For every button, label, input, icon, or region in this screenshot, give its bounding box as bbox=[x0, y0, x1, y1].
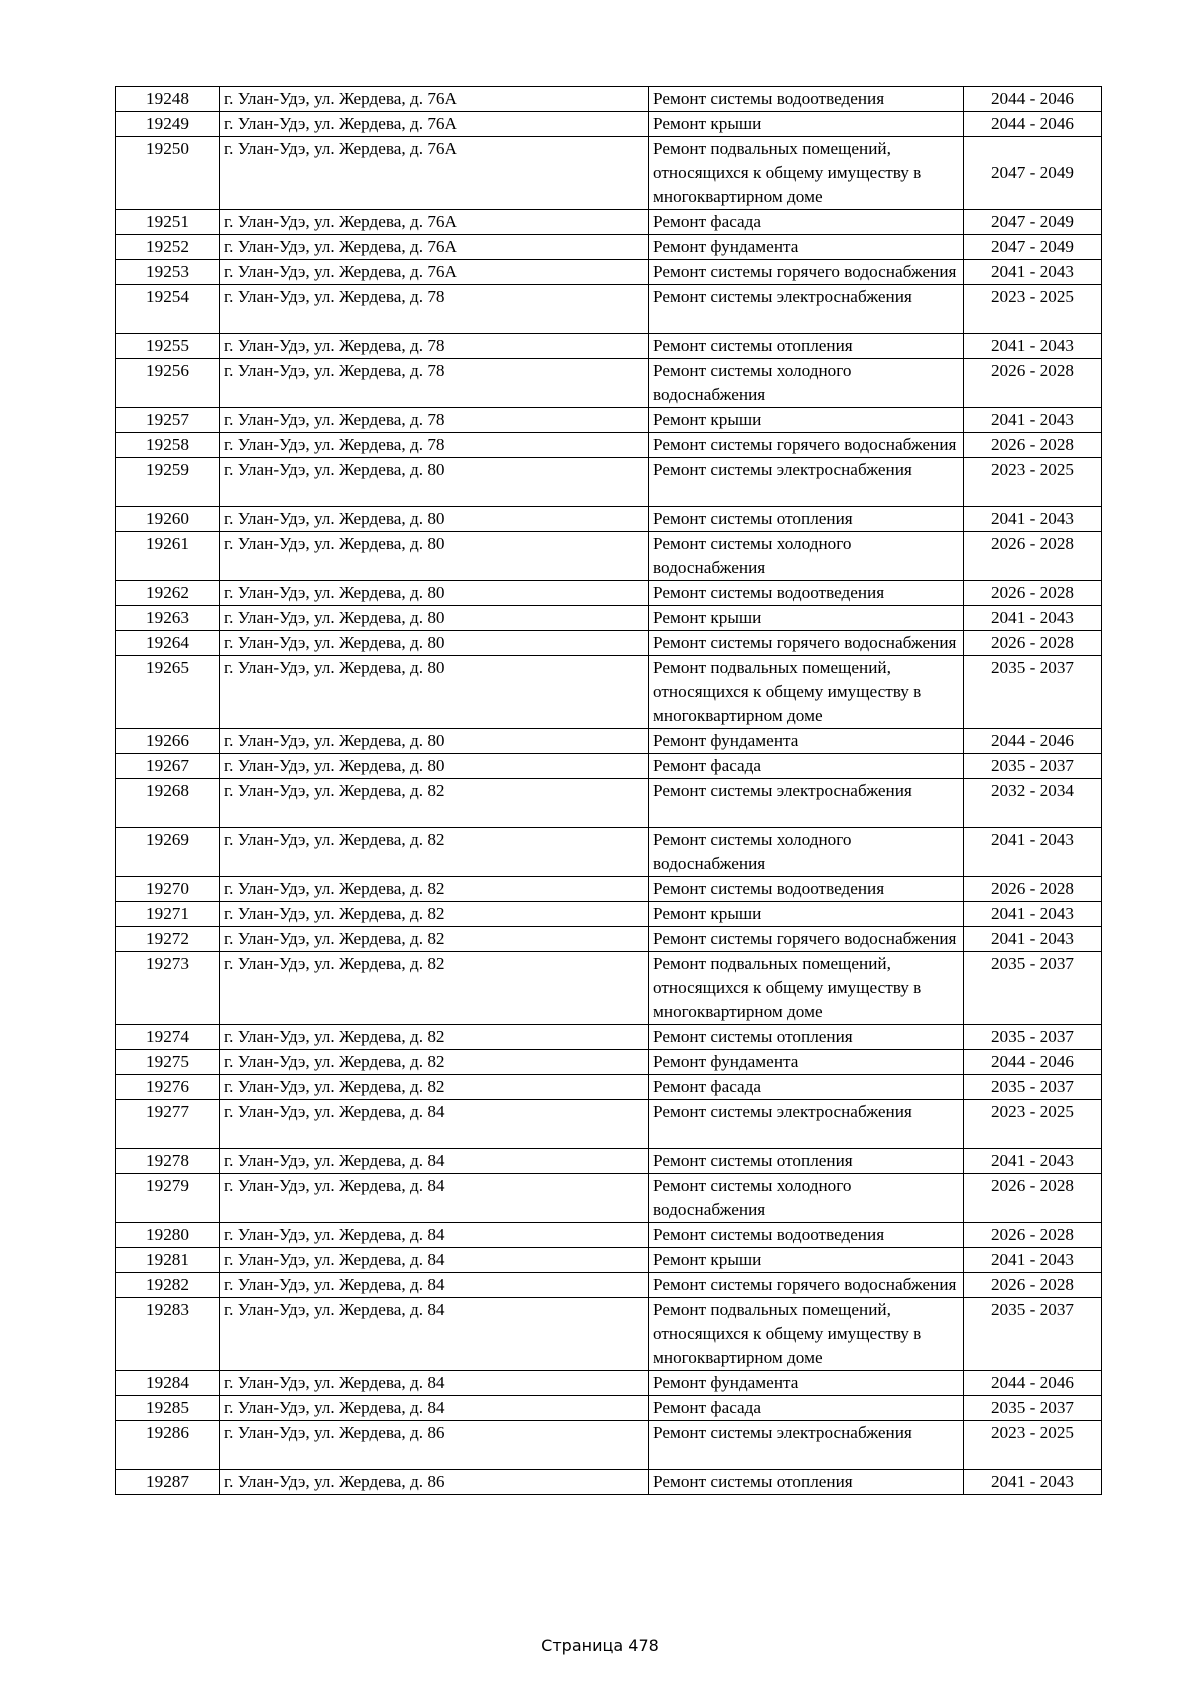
work-type-cell: Ремонт системы холодного водоснабжения bbox=[649, 1174, 964, 1223]
address-cell: г. Улан-Удэ, ул. Жердева, д. 80 bbox=[220, 754, 649, 779]
address-cell: г. Улан-Удэ, ул. Жердева, д. 82 bbox=[220, 1025, 649, 1050]
period-cell: 2047 - 2049 bbox=[964, 210, 1102, 235]
row-number-cell: 19260 bbox=[116, 507, 220, 532]
work-type-cell: Ремонт системы электроснабжения bbox=[649, 1100, 964, 1149]
address-cell: г. Улан-Удэ, ул. Жердева, д. 82 bbox=[220, 927, 649, 952]
address-cell: г. Улан-Удэ, ул. Жердева, д. 80 bbox=[220, 631, 649, 656]
period-cell: 2041 - 2043 bbox=[964, 1248, 1102, 1273]
period-cell: 2026 - 2028 bbox=[964, 1174, 1102, 1223]
table-row bbox=[116, 112, 1102, 137]
period-cell: 2035 - 2037 bbox=[964, 952, 1102, 1025]
row-number-cell: 19278 bbox=[116, 1149, 220, 1174]
table-row bbox=[116, 1100, 1102, 1149]
address-cell: г. Улан-Удэ, ул. Жердева, д. 76А bbox=[220, 112, 649, 137]
work-type-cell: Ремонт фундамента bbox=[649, 235, 964, 260]
work-type-cell: Ремонт системы горячего водоснабжения bbox=[649, 1273, 964, 1298]
period-cell: 2035 - 2037 bbox=[964, 656, 1102, 729]
row-number-cell: 19281 bbox=[116, 1248, 220, 1273]
period-cell: 2044 - 2046 bbox=[964, 112, 1102, 137]
table-row bbox=[116, 1273, 1102, 1298]
address-cell: г. Улан-Удэ, ул. Жердева, д. 78 bbox=[220, 408, 649, 433]
work-type-cell: Ремонт подвальных помещений, относящихся к общему имуществу в многоквартирном доме bbox=[649, 137, 964, 210]
address-cell: г. Улан-Удэ, ул. Жердева, д. 84 bbox=[220, 1273, 649, 1298]
work-type-cell: Ремонт системы отопления bbox=[649, 507, 964, 532]
work-type-cell: Ремонт системы отопления bbox=[649, 1470, 964, 1495]
period-cell: 2047 - 2049 bbox=[964, 137, 1102, 210]
period-cell: 2026 - 2028 bbox=[964, 1273, 1102, 1298]
work-type-cell: Ремонт системы холодного водоснабжения bbox=[649, 359, 964, 408]
table-row bbox=[116, 137, 1102, 210]
work-type-cell: Ремонт системы водоотведения bbox=[649, 581, 964, 606]
row-number-cell: 19248 bbox=[116, 87, 220, 112]
address-cell: г. Улан-Удэ, ул. Жердева, д. 80 bbox=[220, 458, 649, 507]
row-number-cell: 19264 bbox=[116, 631, 220, 656]
work-type-cell: Ремонт крыши bbox=[649, 902, 964, 927]
address-cell: г. Улан-Удэ, ул. Жердева, д. 82 bbox=[220, 1075, 649, 1100]
row-number-cell: 19251 bbox=[116, 210, 220, 235]
period-cell: 2044 - 2046 bbox=[964, 729, 1102, 754]
period-cell: 2041 - 2043 bbox=[964, 902, 1102, 927]
page-number: Страница 478 bbox=[541, 1636, 659, 1655]
period-cell: 2026 - 2028 bbox=[964, 631, 1102, 656]
work-type-cell: Ремонт системы отопления bbox=[649, 1149, 964, 1174]
period-cell: 2026 - 2028 bbox=[964, 433, 1102, 458]
period-cell: 2026 - 2028 bbox=[964, 1223, 1102, 1248]
work-type-cell: Ремонт фундамента bbox=[649, 729, 964, 754]
work-type-cell: Ремонт системы электроснабжения bbox=[649, 285, 964, 334]
table-row bbox=[116, 1371, 1102, 1396]
period-cell: 2047 - 2049 bbox=[964, 235, 1102, 260]
work-type-cell: Ремонт подвальных помещений, относящихся к общему имуществу в многоквартирном доме bbox=[649, 952, 964, 1025]
work-type-cell: Ремонт системы отопления bbox=[649, 334, 964, 359]
work-type-cell: Ремонт системы холодного водоснабжения bbox=[649, 532, 964, 581]
row-number-cell: 19285 bbox=[116, 1396, 220, 1421]
address-cell: г. Улан-Удэ, ул. Жердева, д. 76А bbox=[220, 210, 649, 235]
address-cell: г. Улан-Удэ, ул. Жердева, д. 82 bbox=[220, 902, 649, 927]
row-number-cell: 19284 bbox=[116, 1371, 220, 1396]
work-type-cell: Ремонт системы холодного водоснабжения bbox=[649, 828, 964, 877]
row-number-cell: 19271 bbox=[116, 902, 220, 927]
row-number-cell: 19256 bbox=[116, 359, 220, 408]
work-type-cell: Ремонт подвальных помещений, относящихся к общему имуществу в многоквартирном доме bbox=[649, 1298, 964, 1371]
period-cell: 2026 - 2028 bbox=[964, 532, 1102, 581]
period-cell: 2035 - 2037 bbox=[964, 1025, 1102, 1050]
table-row bbox=[116, 779, 1102, 828]
table-row bbox=[116, 507, 1102, 532]
period-cell: 2023 - 2025 bbox=[964, 1100, 1102, 1149]
address-cell: г. Улан-Удэ, ул. Жердева, д. 80 bbox=[220, 656, 649, 729]
work-type-cell: Ремонт крыши bbox=[649, 408, 964, 433]
row-number-cell: 19259 bbox=[116, 458, 220, 507]
period-cell: 2041 - 2043 bbox=[964, 507, 1102, 532]
table-row bbox=[116, 1223, 1102, 1248]
period-cell: 2041 - 2043 bbox=[964, 606, 1102, 631]
address-cell: г. Улан-Удэ, ул. Жердева, д. 78 bbox=[220, 359, 649, 408]
row-number-cell: 19273 bbox=[116, 952, 220, 1025]
period-cell: 2041 - 2043 bbox=[964, 927, 1102, 952]
work-type-cell: Ремонт крыши bbox=[649, 606, 964, 631]
row-number-cell: 19279 bbox=[116, 1174, 220, 1223]
work-type-cell: Ремонт системы горячего водоснабжения bbox=[649, 631, 964, 656]
period-cell: 2023 - 2025 bbox=[964, 458, 1102, 507]
address-cell: г. Улан-Удэ, ул. Жердева, д. 84 bbox=[220, 1371, 649, 1396]
work-type-cell: Ремонт системы электроснабжения bbox=[649, 1421, 964, 1470]
row-number-cell: 19270 bbox=[116, 877, 220, 902]
row-number-cell: 19267 bbox=[116, 754, 220, 779]
address-cell: г. Улан-Удэ, ул. Жердева, д. 76А bbox=[220, 260, 649, 285]
table-row bbox=[116, 631, 1102, 656]
work-type-cell: Ремонт фасада bbox=[649, 754, 964, 779]
table-row bbox=[116, 1050, 1102, 1075]
table-row bbox=[116, 606, 1102, 631]
period-cell: 2023 - 2025 bbox=[964, 285, 1102, 334]
row-number-cell: 19258 bbox=[116, 433, 220, 458]
row-number-cell: 19249 bbox=[116, 112, 220, 137]
period-cell: 2041 - 2043 bbox=[964, 1149, 1102, 1174]
row-number-cell: 19272 bbox=[116, 927, 220, 952]
address-cell: г. Улан-Удэ, ул. Жердева, д. 80 bbox=[220, 532, 649, 581]
period-cell: 2032 - 2034 bbox=[964, 779, 1102, 828]
row-number-cell: 19287 bbox=[116, 1470, 220, 1495]
address-cell: г. Улан-Удэ, ул. Жердева, д. 76А bbox=[220, 235, 649, 260]
address-cell: г. Улан-Удэ, ул. Жердева, д. 82 bbox=[220, 828, 649, 877]
work-type-cell: Ремонт системы водоотведения bbox=[649, 877, 964, 902]
address-cell: г. Улан-Удэ, ул. Жердева, д. 84 bbox=[220, 1223, 649, 1248]
period-cell: 2041 - 2043 bbox=[964, 828, 1102, 877]
table-row bbox=[116, 1421, 1102, 1470]
work-type-cell: Ремонт системы горячего водоснабжения bbox=[649, 260, 964, 285]
address-cell: г. Улан-Удэ, ул. Жердева, д. 80 bbox=[220, 507, 649, 532]
row-number-cell: 19274 bbox=[116, 1025, 220, 1050]
row-number-cell: 19266 bbox=[116, 729, 220, 754]
row-number-cell: 19265 bbox=[116, 656, 220, 729]
work-type-cell: Ремонт фасада bbox=[649, 1075, 964, 1100]
row-number-cell: 19275 bbox=[116, 1050, 220, 1075]
table-row bbox=[116, 877, 1102, 902]
period-cell: 2041 - 2043 bbox=[964, 334, 1102, 359]
period-cell: 2044 - 2046 bbox=[964, 87, 1102, 112]
table-row bbox=[116, 235, 1102, 260]
address-cell: г. Улан-Удэ, ул. Жердева, д. 84 bbox=[220, 1248, 649, 1273]
address-cell: г. Улан-Удэ, ул. Жердева, д. 84 bbox=[220, 1396, 649, 1421]
table-row bbox=[116, 458, 1102, 507]
row-number-cell: 19280 bbox=[116, 1223, 220, 1248]
work-type-cell: Ремонт системы водоотведения bbox=[649, 87, 964, 112]
period-cell: 2041 - 2043 bbox=[964, 1470, 1102, 1495]
period-cell: 2026 - 2028 bbox=[964, 359, 1102, 408]
address-cell: г. Улан-Удэ, ул. Жердева, д. 82 bbox=[220, 877, 649, 902]
row-number-cell: 19269 bbox=[116, 828, 220, 877]
address-cell: г. Улан-Удэ, ул. Жердева, д. 78 bbox=[220, 285, 649, 334]
table-row bbox=[116, 952, 1102, 1025]
address-cell: г. Улан-Удэ, ул. Жердева, д. 80 bbox=[220, 729, 649, 754]
period-cell: 2026 - 2028 bbox=[964, 877, 1102, 902]
table-row bbox=[116, 828, 1102, 877]
table-row bbox=[116, 581, 1102, 606]
table-row bbox=[116, 1396, 1102, 1421]
period-cell: 2026 - 2028 bbox=[964, 581, 1102, 606]
period-cell: 2035 - 2037 bbox=[964, 1396, 1102, 1421]
work-type-cell: Ремонт системы водоотведения bbox=[649, 1223, 964, 1248]
work-type-cell: Ремонт фасада bbox=[649, 1396, 964, 1421]
address-cell: г. Улан-Удэ, ул. Жердева, д. 86 bbox=[220, 1470, 649, 1495]
address-cell: г. Улан-Удэ, ул. Жердева, д. 82 bbox=[220, 779, 649, 828]
row-number-cell: 19283 bbox=[116, 1298, 220, 1371]
address-cell: г. Улан-Удэ, ул. Жердева, д. 76А bbox=[220, 137, 649, 210]
work-type-cell: Ремонт системы электроснабжения bbox=[649, 779, 964, 828]
work-type-cell: Ремонт системы горячего водоснабжения bbox=[649, 927, 964, 952]
row-number-cell: 19276 bbox=[116, 1075, 220, 1100]
work-type-cell: Ремонт подвальных помещений, относящихся к общему имуществу в многоквартирном доме bbox=[649, 656, 964, 729]
period-cell: 2023 - 2025 bbox=[964, 1421, 1102, 1470]
table-row bbox=[116, 1248, 1102, 1273]
row-number-cell: 19252 bbox=[116, 235, 220, 260]
table-row bbox=[116, 532, 1102, 581]
row-number-cell: 19254 bbox=[116, 285, 220, 334]
work-type-cell: Ремонт системы отопления bbox=[649, 1025, 964, 1050]
work-type-cell: Ремонт системы горячего водоснабжения bbox=[649, 433, 964, 458]
table-row bbox=[116, 1149, 1102, 1174]
row-number-cell: 19268 bbox=[116, 779, 220, 828]
work-type-cell: Ремонт крыши bbox=[649, 112, 964, 137]
table-row bbox=[116, 729, 1102, 754]
table-row bbox=[116, 754, 1102, 779]
period-cell: 2044 - 2046 bbox=[964, 1371, 1102, 1396]
row-number-cell: 19253 bbox=[116, 260, 220, 285]
row-number-cell: 19277 bbox=[116, 1100, 220, 1149]
table-row bbox=[116, 210, 1102, 235]
repair-schedule-table bbox=[115, 86, 1102, 1495]
table-row bbox=[116, 334, 1102, 359]
table-row bbox=[116, 1075, 1102, 1100]
address-cell: г. Улан-Удэ, ул. Жердева, д. 76А bbox=[220, 87, 649, 112]
table-body bbox=[116, 87, 1102, 1495]
work-type-cell: Ремонт фасада bbox=[649, 210, 964, 235]
row-number-cell: 19262 bbox=[116, 581, 220, 606]
address-cell: г. Улан-Удэ, ул. Жердева, д. 84 bbox=[220, 1100, 649, 1149]
period-cell: 2044 - 2046 bbox=[964, 1050, 1102, 1075]
table-row bbox=[116, 260, 1102, 285]
table-row bbox=[116, 902, 1102, 927]
row-number-cell: 19257 bbox=[116, 408, 220, 433]
table-row bbox=[116, 927, 1102, 952]
table-row bbox=[116, 433, 1102, 458]
work-type-cell: Ремонт системы электроснабжения bbox=[649, 458, 964, 507]
table-row bbox=[116, 285, 1102, 334]
address-cell: г. Улан-Удэ, ул. Жердева, д. 84 bbox=[220, 1298, 649, 1371]
table-row bbox=[116, 408, 1102, 433]
work-type-cell: Ремонт фундамента bbox=[649, 1050, 964, 1075]
work-type-cell: Ремонт фундамента bbox=[649, 1371, 964, 1396]
row-number-cell: 19255 bbox=[116, 334, 220, 359]
table-row bbox=[116, 1298, 1102, 1371]
row-number-cell: 19261 bbox=[116, 532, 220, 581]
period-cell: 2041 - 2043 bbox=[964, 408, 1102, 433]
period-cell: 2035 - 2037 bbox=[964, 1298, 1102, 1371]
address-cell: г. Улан-Удэ, ул. Жердева, д. 86 bbox=[220, 1421, 649, 1470]
table-row bbox=[116, 1470, 1102, 1495]
row-number-cell: 19250 bbox=[116, 137, 220, 210]
table-row bbox=[116, 1174, 1102, 1223]
address-cell: г. Улан-Удэ, ул. Жердева, д. 84 bbox=[220, 1174, 649, 1223]
address-cell: г. Улан-Удэ, ул. Жердева, д. 84 bbox=[220, 1149, 649, 1174]
address-cell: г. Улан-Удэ, ул. Жердева, д. 82 bbox=[220, 1050, 649, 1075]
row-number-cell: 19286 bbox=[116, 1421, 220, 1470]
period-cell: 2035 - 2037 bbox=[964, 754, 1102, 779]
address-cell: г. Улан-Удэ, ул. Жердева, д. 78 bbox=[220, 334, 649, 359]
period-cell: 2035 - 2037 bbox=[964, 1075, 1102, 1100]
address-cell: г. Улан-Удэ, ул. Жердева, д. 78 bbox=[220, 433, 649, 458]
table-row bbox=[116, 87, 1102, 112]
table-row bbox=[116, 656, 1102, 729]
row-number-cell: 19263 bbox=[116, 606, 220, 631]
table-row bbox=[116, 1025, 1102, 1050]
row-number-cell: 19282 bbox=[116, 1273, 220, 1298]
address-cell: г. Улан-Удэ, ул. Жердева, д. 82 bbox=[220, 952, 649, 1025]
address-cell: г. Улан-Удэ, ул. Жердева, д. 80 bbox=[220, 581, 649, 606]
work-type-cell: Ремонт крыши bbox=[649, 1248, 964, 1273]
period-cell: 2041 - 2043 bbox=[964, 260, 1102, 285]
address-cell: г. Улан-Удэ, ул. Жердева, д. 80 bbox=[220, 606, 649, 631]
table-row bbox=[116, 359, 1102, 408]
